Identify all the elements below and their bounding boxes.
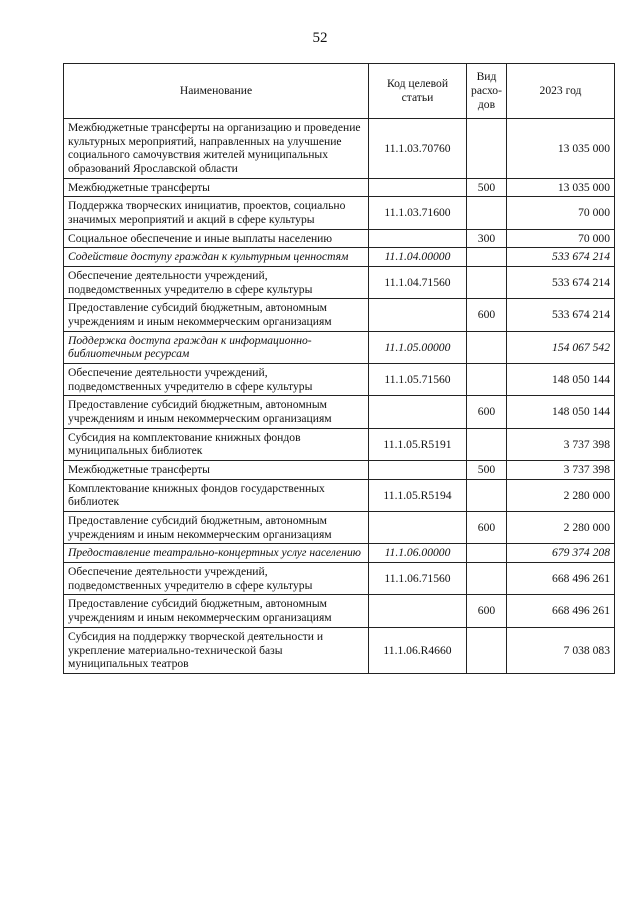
row-amount-cell: 668 496 261 [507, 563, 615, 595]
header-year: 2023 год [507, 64, 615, 119]
row-code-cell: 11.1.05.00000 [369, 331, 467, 363]
row-name-cell: Предоставление субсидий бюджетным, автономным учреждениям и иным некоммерческим организациям [64, 595, 369, 627]
row-name-cell: Межбюджетные трансферты на организацию и проведение культурных мероприятий, направленных на улучшение социального самочувствия жителей муниципальных образований Ярославской области [64, 119, 369, 179]
header-name: Наименование [64, 64, 369, 119]
row-vid-cell: 300 [467, 229, 507, 248]
row-name-cell: Межбюджетные трансферты [64, 178, 369, 197]
row-name-cell: Социальное обеспечение и иные выплаты населению [64, 229, 369, 248]
budget-table [63, 63, 615, 674]
row-vid-cell [467, 479, 507, 511]
header-vid: Вид расхо-дов [467, 64, 507, 119]
row-amount-cell: 2 280 000 [507, 512, 615, 544]
row-amount-cell: 70 000 [507, 197, 615, 229]
row-name-cell: Предоставление субсидий бюджетным, автономным учреждениям и иным некоммерческим организациям [64, 396, 369, 428]
row-name-cell: Поддержка творческих инициатив, проектов, социально значимых мероприятий и акций в сфере культуры [64, 197, 369, 229]
table-row [64, 299, 615, 331]
row-code-cell: 11.1.03.71600 [369, 197, 467, 229]
row-amount-cell: 533 674 214 [507, 267, 615, 299]
table-row [64, 461, 615, 480]
row-code-cell: 11.1.06.R4660 [369, 627, 467, 673]
row-name-cell: Обеспечение деятельности учреждений, подведомственных учредителю в сфере культуры [64, 267, 369, 299]
row-name-cell: Комплектование книжных фондов государственных библиотек [64, 479, 369, 511]
row-vid-cell: 600 [467, 299, 507, 331]
row-vid-cell: 500 [467, 178, 507, 197]
row-amount-cell: 148 050 144 [507, 396, 615, 428]
row-name-cell: Обеспечение деятельности учреждений, подведомственных учредителю в сфере культуры [64, 364, 369, 396]
row-name-cell: Обеспечение деятельности учреждений, подведомственных учредителю в сфере культуры [64, 563, 369, 595]
row-amount-cell: 679 374 208 [507, 544, 615, 563]
table-header-row [64, 64, 615, 119]
row-code-cell [369, 299, 467, 331]
table-row [64, 197, 615, 229]
row-vid-cell: 600 [467, 396, 507, 428]
row-code-cell [369, 396, 467, 428]
table-row [64, 229, 615, 248]
row-vid-cell [467, 119, 507, 179]
row-vid-cell [467, 544, 507, 563]
row-amount-cell: 3 737 398 [507, 428, 615, 460]
row-vid-cell [467, 563, 507, 595]
row-vid-cell: 500 [467, 461, 507, 480]
row-code-cell [369, 595, 467, 627]
row-name-cell: Поддержка доступа граждан к информационно-библиотечным ресурсам [64, 331, 369, 363]
table-row [64, 428, 615, 460]
row-amount-cell: 154 067 542 [507, 331, 615, 363]
row-amount-cell: 13 035 000 [507, 119, 615, 179]
table-row [64, 267, 615, 299]
row-amount-cell: 148 050 144 [507, 364, 615, 396]
table-row [64, 178, 615, 197]
row-vid-cell [467, 364, 507, 396]
row-code-cell: 11.1.03.70760 [369, 119, 467, 179]
row-name-cell: Предоставление театрально-концертных услуг населению [64, 544, 369, 563]
table-row [64, 119, 615, 179]
row-amount-cell: 7 038 083 [507, 627, 615, 673]
row-amount-cell: 533 674 214 [507, 248, 615, 267]
row-name-cell: Предоставление субсидий бюджетным, автономным учреждениям и иным некоммерческим организациям [64, 512, 369, 544]
table-row [64, 248, 615, 267]
row-amount-cell: 668 496 261 [507, 595, 615, 627]
table-row [64, 331, 615, 363]
row-vid-cell [467, 627, 507, 673]
row-amount-cell: 3 737 398 [507, 461, 615, 480]
table-body [64, 119, 615, 674]
row-code-cell [369, 178, 467, 197]
row-code-cell: 11.1.05.R5194 [369, 479, 467, 511]
table-row [64, 595, 615, 627]
table-row [64, 512, 615, 544]
table-row [64, 627, 615, 673]
row-name-cell: Межбюджетные трансферты [64, 461, 369, 480]
row-code-cell: 11.1.04.00000 [369, 248, 467, 267]
table-row [64, 479, 615, 511]
row-vid-cell: 600 [467, 595, 507, 627]
table-row [64, 364, 615, 396]
row-name-cell: Содействие доступу граждан к культурным ценностям [64, 248, 369, 267]
row-name-cell: Субсидия на комплектование книжных фондов муниципальных библиотек [64, 428, 369, 460]
row-code-cell: 11.1.06.00000 [369, 544, 467, 563]
row-code-cell: 11.1.04.71560 [369, 267, 467, 299]
row-amount-cell: 13 035 000 [507, 178, 615, 197]
page-number: 52 [312, 30, 328, 46]
row-vid-cell [467, 248, 507, 267]
row-name-cell: Субсидия на поддержку творческой деятельности и укрепление материально-технической базы муниципальных театров [64, 627, 369, 673]
table-row [64, 396, 615, 428]
row-amount-cell: 533 674 214 [507, 299, 615, 331]
row-vid-cell [467, 267, 507, 299]
header-code: Код целевой статьи [369, 64, 467, 119]
row-name-cell: Предоставление субсидий бюджетным, автономным учреждениям и иным некоммерческим организациям [64, 299, 369, 331]
row-vid-cell [467, 197, 507, 229]
row-code-cell [369, 229, 467, 248]
row-amount-cell: 70 000 [507, 229, 615, 248]
row-amount-cell: 2 280 000 [507, 479, 615, 511]
table-row [64, 544, 615, 563]
row-vid-cell: 600 [467, 512, 507, 544]
row-code-cell: 11.1.05.R5191 [369, 428, 467, 460]
row-vid-cell [467, 428, 507, 460]
row-code-cell: 11.1.05.71560 [369, 364, 467, 396]
row-vid-cell [467, 331, 507, 363]
row-code-cell [369, 512, 467, 544]
row-code-cell [369, 461, 467, 480]
table-row [64, 563, 615, 595]
row-code-cell: 11.1.06.71560 [369, 563, 467, 595]
